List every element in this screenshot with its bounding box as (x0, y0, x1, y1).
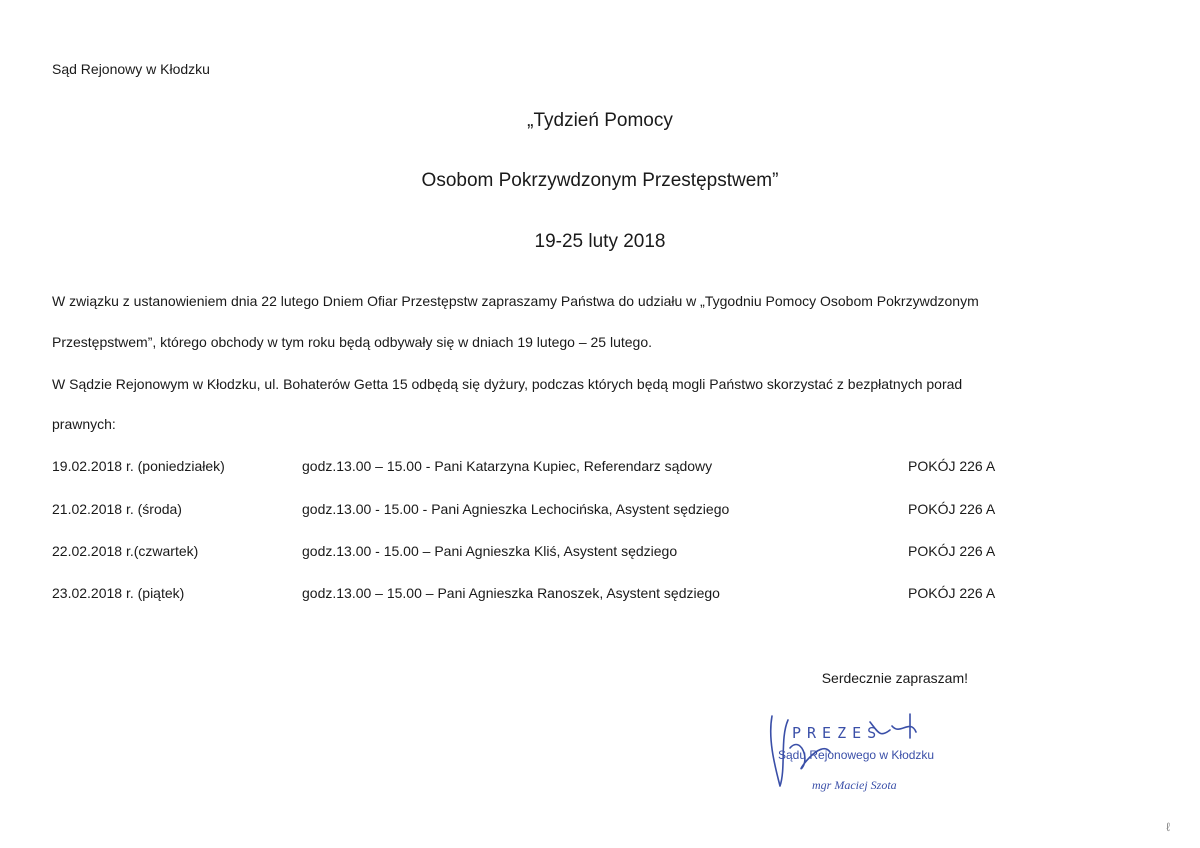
signature-stamp (760, 708, 960, 808)
title-line-1: „Tydzień Pomocy (527, 110, 673, 131)
court-name: Sąd Rejonowy w Kłodzku (52, 61, 210, 77)
schedule-date: 21.02.2018 r. (środa) (52, 501, 182, 517)
schedule-date: 22.02.2018 r.(czwartek) (52, 543, 199, 559)
schedule-details: godz.13.00 - 15.00 - Pani Agnieszka Lechocińska, Asystent sędziego (302, 501, 730, 517)
schedule-details: godz.13.00 - 15.00 – Pani Agnieszka Kliś, Asystent sędziego (302, 543, 678, 559)
closing-text: Serdecznie zapraszam! (821, 670, 968, 686)
stamp-title: PREZES (792, 724, 883, 742)
schedule-date: 19.02.2018 r. (poniedziałek) (52, 458, 225, 474)
corner-mark: ℓ (1166, 820, 1170, 834)
schedule-details: godz.13.00 – 15.00 – Pani Agnieszka Ranoszek, Asystent sędziego (302, 585, 720, 601)
schedule-row (0, 458, 1200, 478)
schedule-row (0, 585, 1200, 605)
paragraph-1-line-1: W związku z ustanowieniem dnia 22 lutego Dniem Ofiar Przestępstw zapraszamy Państwa do udziału w „Tygodniu Pomocy Osobom Pokrzywdzonym (52, 293, 979, 309)
schedule-room: POKÓJ 226 A (908, 543, 996, 559)
title-dates: 19-25 luty 2018 (534, 231, 666, 252)
paragraph-2-line-1: W Sądzie Rejonowym w Kłodzku, ul. Bohaterów Getta 15 odbędą się dyżury, podczas których będą mogli Państwo skorzystać z bezpłatnych porad (52, 376, 963, 392)
schedule-row (0, 543, 1200, 563)
schedule-room: POKÓJ 226 A (908, 501, 996, 517)
schedule-date: 23.02.2018 r. (piątek) (52, 585, 185, 601)
paragraph-2-line-2: prawnych: (52, 416, 116, 432)
schedule-details: godz.13.00 – 15.00 - Pani Katarzyna Kupiec, Referendarz sądowy (302, 458, 713, 474)
stamp-name: mgr Maciej Szota (812, 778, 897, 792)
stamp-court: Sądu Rejonowego w Kłodzku (778, 748, 935, 762)
paragraph-1-line-2: Przestępstwem”, którego obchody w tym roku będą odbywały się w dniach 19 lutego – 25 lutego. (52, 334, 652, 350)
schedule-room: POKÓJ 226 A (908, 585, 996, 601)
title-line-2: Osobom Pokrzywdzonym Przestępstwem” (421, 170, 779, 191)
schedule-room: POKÓJ 226 A (908, 458, 996, 474)
schedule-row (0, 501, 1200, 521)
